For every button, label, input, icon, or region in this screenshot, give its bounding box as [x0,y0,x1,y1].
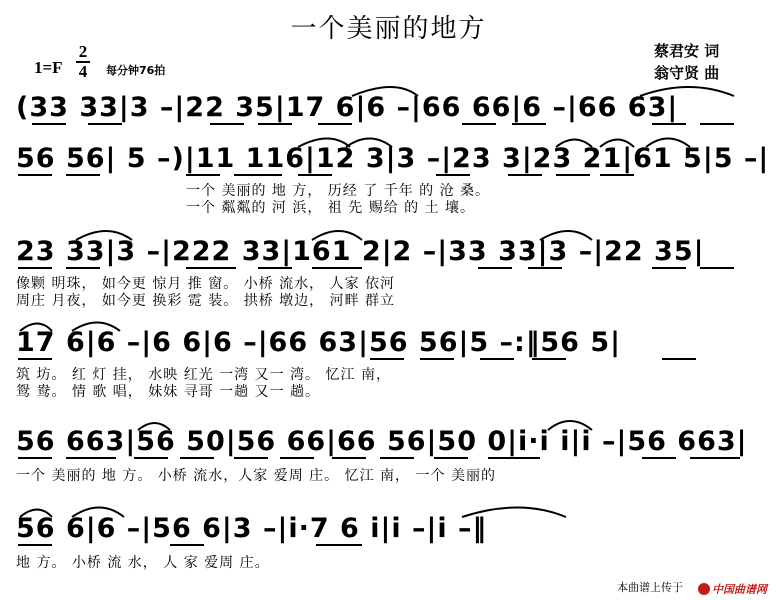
notation-line-6: 56 6|6 –|56 6|3 –|i·7 6 i|i –|i –‖ [16,513,488,544]
tempo-marking: 每分钟76拍 [106,64,166,77]
time-signature-bottom: 4 [78,62,88,81]
lyric-line-3-verse-2: 周庄 月夜， 如今更 换彩 霓 装。 拱桥 墩边， 河畔 群立 [16,293,396,309]
composer-credit: 翁守贤 曲 [654,64,720,82]
lyric-line-4-verse-1: 筑 坊。 红 灯 挂， 水映 红光 一湾 又一 湾。 忆江 南， [16,367,391,383]
footer-upload-text: 本曲谱上传于 [617,581,683,594]
notation-line-2: 56 56| 5 –)|11 116|12 3|3 –|23 3|23 21|61 5|5 –| [16,143,770,174]
notation-line-5: 56 663|56 50|56 66|66 56|50 0|i·i i|i –|56 663| [16,426,748,457]
footer-site-logo[interactable] [698,581,767,597]
lyric-line-2-verse-1: 一个 美丽的 地 方， 历经 了 千年 的 沧 桑。 [186,183,491,199]
lyric-line-3-verse-1: 像颗 明珠， 如今更 惊月 推 窗。 小桥 流水， 人家 依河 [16,276,396,292]
site-logo-icon [698,583,710,595]
lyricist-credit: 蔡君安 词 [654,42,720,60]
notation-line-1: (33 33|3 –|22 35|17 6|6 –|66 66|6 –|66 63| [16,92,679,123]
page-title: 一个美丽的地方 [290,14,487,44]
lyric-line-5-verse-1: 一个 美丽的 地 方。 小桥 流水，人家 爱周 庄。 忆江 南， 一个 美丽的 [16,468,496,484]
time-signature [76,44,90,80]
lyric-line-6-verse-1: 地 方。 小桥 流 水， 人 家 爱周 庄。 [16,555,270,571]
notation-line-3: 23 33|3 –|222 33|161 2|2 –|33 33|3 –|22 35| [16,236,705,267]
footer-site-name: 中国曲谱网 [712,583,767,596]
lyric-line-4-verse-2: 鸳 鸯。 情 歌 唱， 妹妹 寻哥 一趟 又一 趟。 [16,384,321,400]
notation-line-4: 17 6|6 –|6 6|6 –|66 63|56 56|5 –:‖56 5| [16,327,621,358]
lyric-line-2-verse-2: 一个 粼粼的 河 浜， 祖 先 赐给 的 土 壤。 [186,200,476,216]
key-signature: 1=F [34,58,63,77]
time-signature-top: 2 [78,42,88,61]
